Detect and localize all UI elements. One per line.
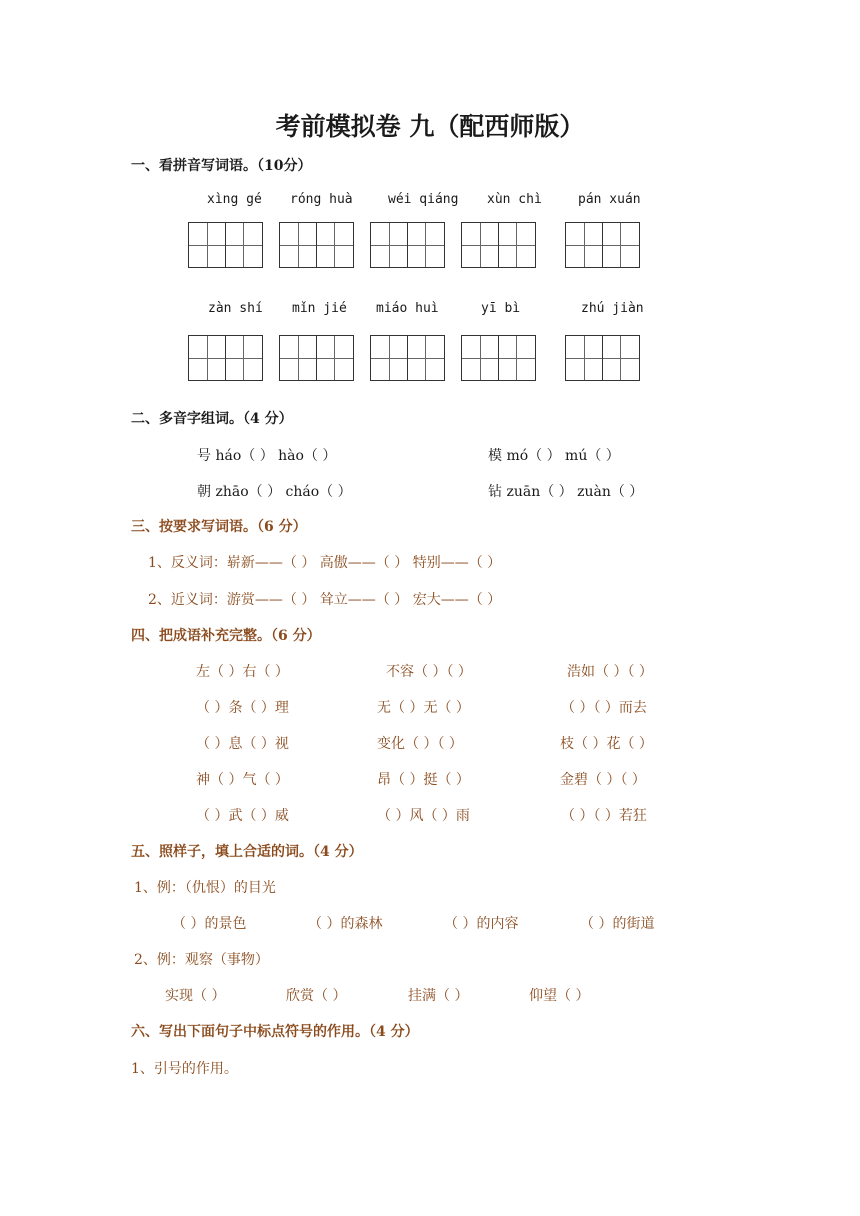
writing-grid[interactable] (188, 222, 261, 268)
fill-item: （ ）的森林 (308, 916, 383, 932)
idiom-item: 无（ ）无（ ） (377, 700, 470, 716)
page-title: 考前模拟卷 九（配西师版） (275, 112, 585, 141)
pinyin: yī bì (481, 301, 521, 316)
pinyin: xùn chì (487, 192, 542, 207)
idiom-item: （ ）风（ ）雨 (377, 808, 470, 824)
antonym-line: 1、反义词：崭新——（ ） 高傲——（ ） 特别——（ ） (148, 555, 502, 571)
idiom-item: 左（ ）右（ ） (196, 664, 289, 680)
example-line: 2、例：观察（事物） (134, 952, 269, 968)
example-line: 1、例：（仇恨）的目光 (134, 880, 276, 896)
writing-grid[interactable] (565, 335, 638, 381)
writing-grid[interactable] (279, 222, 352, 268)
section-4-heading: 四、把成语补充完整。（6 分） (131, 628, 321, 644)
pinyin: pán xuán (578, 192, 641, 207)
pinyin: zhú jiàn (581, 301, 644, 316)
writing-grid[interactable] (279, 335, 352, 381)
pinyin: wéi qiáng (388, 192, 459, 207)
writing-grid[interactable] (370, 222, 443, 268)
writing-grid[interactable] (461, 222, 534, 268)
polyphone-item: 模 mó（ ） mú（ ） (488, 448, 620, 464)
idiom-item: 昂（ ）挺（ ） (377, 772, 470, 788)
writing-grid[interactable] (370, 335, 443, 381)
idiom-item: （ ）（ ）而去 (561, 700, 647, 716)
section-1-heading: 一、看拼音写词语。（10分） (131, 158, 312, 174)
section-2-heading: 二、多音字组词。（4 分） (131, 411, 293, 427)
idiom-item: 神（ ）气（ ） (196, 772, 289, 788)
fill-item: 仰望（ ） (529, 988, 590, 1004)
polyphone-item: 钻 zuān（ ） zuàn（ ） (488, 484, 644, 500)
fill-item: （ ）的内容 (444, 916, 519, 932)
writing-grid[interactable] (188, 335, 261, 381)
fill-item: 挂满（ ） (408, 988, 469, 1004)
writing-grid[interactable] (565, 222, 638, 268)
fill-item: （ ）的街道 (580, 916, 655, 932)
pinyin: róng huà (290, 192, 353, 207)
pinyin: xìng gé (207, 192, 262, 207)
fill-item: （ ）的景色 (172, 916, 247, 932)
section-6-heading: 六、写出下面句子中标点符号的作用。（4 分） (131, 1024, 419, 1040)
polyphone-item: 朝 zhāo（ ） cháo（ ） (197, 484, 352, 500)
idiom-item: 不容（ ）（ ） (386, 664, 472, 680)
polyphone-item: 号 háo（ ） hào（ ） (197, 448, 337, 464)
section-5-heading: 五、照样子，填上合适的词。（4 分） (131, 844, 363, 860)
idiom-item: 浩如（ ）（ ） (567, 664, 653, 680)
idiom-item: （ ）（ ）若狂 (561, 808, 647, 824)
pinyin: miáo huì (376, 301, 439, 316)
idiom-item: （ ）条（ ）理 (196, 700, 289, 716)
idiom-item: （ ）武（ ）威 (196, 808, 289, 824)
idiom-item: 枝（ ）花（ ） (560, 736, 653, 752)
writing-grid[interactable] (461, 335, 534, 381)
fill-item: 实现（ ） (165, 988, 226, 1004)
idiom-item: （ ）息（ ）视 (196, 736, 289, 752)
fill-item: 欣赏（ ） (286, 988, 347, 1004)
pinyin: zàn shí (208, 301, 263, 316)
synonym-line: 2、近义词：游赏——（ ） 耸立——（ ） 宏大——（ ） (148, 592, 502, 608)
idiom-item: 金碧（ ）（ ） (560, 772, 646, 788)
idiom-item: 变化（ ）（ ） (377, 736, 463, 752)
section-3-heading: 三、按要求写词语。（6 分） (131, 519, 307, 535)
pinyin: mǐn jié (292, 301, 347, 316)
question-item: 1、引号的作用。 (131, 1061, 238, 1077)
